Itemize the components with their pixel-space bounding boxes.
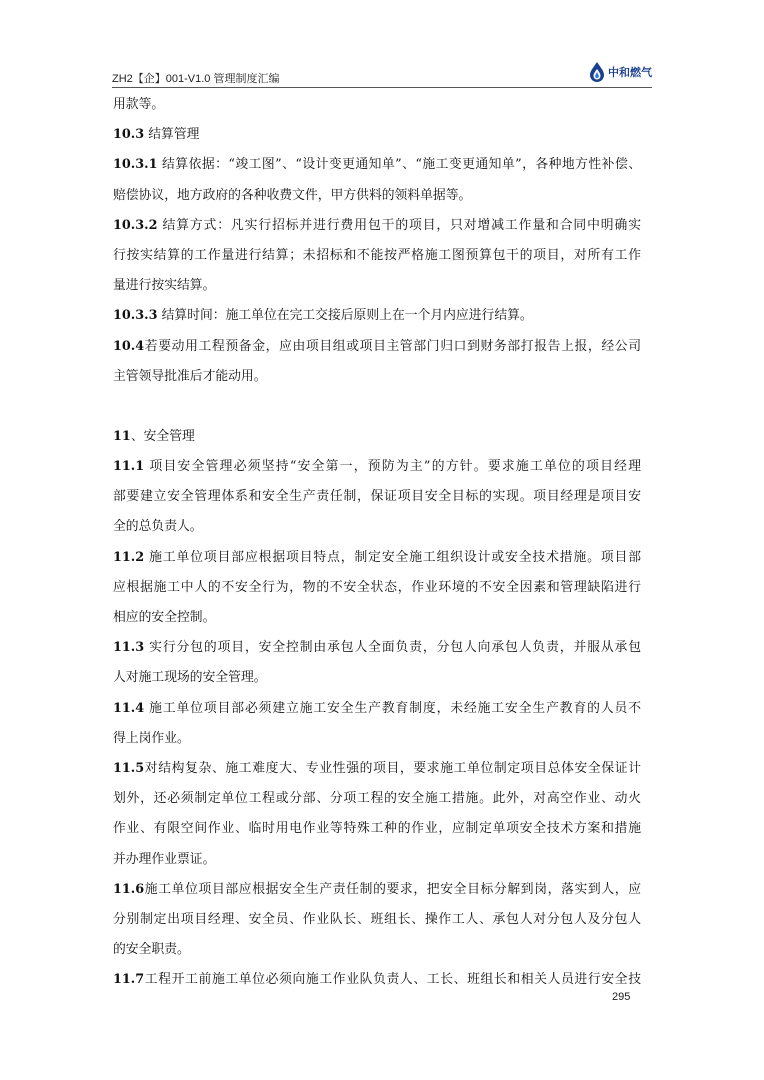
text-line bbox=[113, 784, 641, 814]
text-line bbox=[113, 875, 641, 905]
line-text: 用款等。 bbox=[113, 97, 165, 112]
section-number: 11.4 bbox=[113, 700, 145, 716]
line-text: 结算管理 bbox=[144, 127, 200, 143]
line-text: 赔偿协议，地方政府的各种收费文件，甲方供料的领料单据等。 bbox=[113, 187, 472, 203]
text-line bbox=[113, 482, 641, 512]
line-text: 分别制定出项目经理、安全员、作业队长、班组长、操作工人、承包人对分包人及分包人 bbox=[113, 911, 641, 927]
section-number: 10.3 bbox=[113, 127, 145, 143]
text-line bbox=[113, 120, 641, 150]
text-line bbox=[113, 150, 641, 180]
section-number: 10.3.1 bbox=[113, 157, 158, 173]
line-text: 结算依据：“竣工图”、“设计变更通知单”、“施工变更通知单”，各种地方性补偿、 bbox=[157, 157, 641, 173]
line-text: 划外，还必须制定单位工程或分部、分项工程的安全施工措施。此外，对高空作业、动火 bbox=[113, 791, 641, 807]
text-line bbox=[113, 754, 641, 784]
section-number: 11.1 bbox=[113, 459, 145, 475]
line-text: 施工单位项目部应根据安全生产责任制的要求，把安全目标分解到岗，落实到人，应 bbox=[144, 881, 641, 897]
line-text: 对结构复杂、施工难度大、专业性强的项目，要求施工单位制定项目总体安全保证计 bbox=[144, 760, 641, 776]
line-text: 结算时间：施工单位在完工交接后原则上在一个月内应进行结算。 bbox=[157, 308, 533, 324]
company-logo bbox=[589, 59, 652, 85]
line-text: 相应的安全控制。 bbox=[113, 610, 216, 625]
text-line bbox=[113, 814, 641, 844]
line-text: 、安全管理 bbox=[130, 428, 195, 444]
text-line bbox=[113, 663, 641, 693]
line-text: 施工单位项目部应根据项目特点，制定安全施工组织设计或安全技术措施。项目部 bbox=[144, 549, 641, 565]
text-line bbox=[113, 845, 641, 875]
text-line bbox=[113, 90, 641, 120]
document-id: ZH2【企】001-V1.0 管理制度汇编 bbox=[112, 73, 280, 85]
line-text: 应根据施工中人的不安全行为，物的不安全状态，作业环境的不安全因素和管理缺陷进行 bbox=[113, 579, 641, 595]
text-line bbox=[113, 694, 641, 724]
document-body bbox=[113, 90, 641, 995]
text-line bbox=[113, 512, 641, 542]
section-number: 11.7 bbox=[113, 972, 145, 988]
paragraph-gap bbox=[113, 392, 641, 422]
section-number: 10.3.3 bbox=[113, 308, 158, 324]
line-text: 项目安全管理必须坚持“安全第一，预防为主”的方针。要求施工单位的项目经理 bbox=[144, 459, 641, 475]
text-line bbox=[113, 362, 641, 392]
text-line bbox=[113, 452, 641, 482]
line-text: 结算方式：凡实行招标并进行费用包干的项目，只对增减工作量和合同中明确实 bbox=[157, 217, 641, 233]
line-text: 主管领导批准后才能动用。 bbox=[113, 368, 267, 384]
line-text: 作业、有限空间作业、临时用电作业等特殊工种的作业，应制定单项安全技术方案和措施 bbox=[113, 821, 641, 837]
text-line bbox=[113, 603, 641, 633]
header-divider bbox=[112, 87, 652, 88]
line-text: 施工单位项目部必须建立施工安全生产教育制度，未经施工安全生产教育的人员不 bbox=[144, 700, 641, 716]
line-text: 工程开工前施工单位必须向施工作业队负责人、工长、班组长和相关人员进行安全技 bbox=[144, 972, 641, 988]
section-number: 10.4 bbox=[113, 338, 145, 354]
text-line bbox=[113, 905, 641, 935]
line-text: 量进行按实结算。 bbox=[113, 278, 216, 294]
text-line bbox=[113, 573, 641, 603]
logo-text: 中和燃气 bbox=[608, 65, 652, 79]
section-number: 11 bbox=[113, 428, 131, 444]
text-line bbox=[113, 633, 641, 663]
line-text: 人对施工现场的安全管理。 bbox=[113, 670, 267, 686]
page-header bbox=[112, 56, 652, 88]
text-line bbox=[113, 332, 641, 362]
line-text: 全的总负责人。 bbox=[113, 519, 203, 535]
section-number: 11.6 bbox=[113, 881, 145, 897]
section-number: 11.3 bbox=[113, 640, 145, 656]
flame-drop-icon bbox=[589, 61, 605, 83]
text-line bbox=[113, 241, 641, 271]
text-line bbox=[113, 422, 641, 452]
text-line bbox=[113, 543, 641, 573]
line-text: 并办理作业票证。 bbox=[113, 851, 216, 867]
line-text: 若要动用工程预备金，应由项目组或项目主管部门归口到财务部打报告上报，经公司 bbox=[144, 338, 641, 354]
line-text: 实行分包的项目，安全控制由承包人全面负责，分包人向承包人负责，并服从承包 bbox=[144, 640, 641, 656]
text-line bbox=[113, 935, 641, 965]
section-number: 11.5 bbox=[113, 760, 145, 776]
line-text: 行按实结算的工作量进行结算；未招标和不能按严格施工图预算包干的项目，对所有工作 bbox=[113, 247, 641, 263]
text-line bbox=[113, 724, 641, 754]
text-line bbox=[113, 211, 641, 241]
line-text: 的安全职责。 bbox=[113, 942, 190, 958]
section-number: 11.2 bbox=[113, 549, 145, 565]
text-line bbox=[113, 181, 641, 211]
text-line bbox=[113, 271, 641, 301]
page-number: 295 bbox=[612, 991, 631, 1003]
line-text: 部要建立安全管理体系和安全生产责任制，保证项目安全目标的实现。项目经理是项目安 bbox=[113, 489, 641, 505]
text-line bbox=[113, 301, 641, 331]
text-line bbox=[113, 965, 641, 995]
section-number: 10.3.2 bbox=[113, 217, 158, 233]
line-text: 得上岗作业。 bbox=[113, 730, 190, 746]
